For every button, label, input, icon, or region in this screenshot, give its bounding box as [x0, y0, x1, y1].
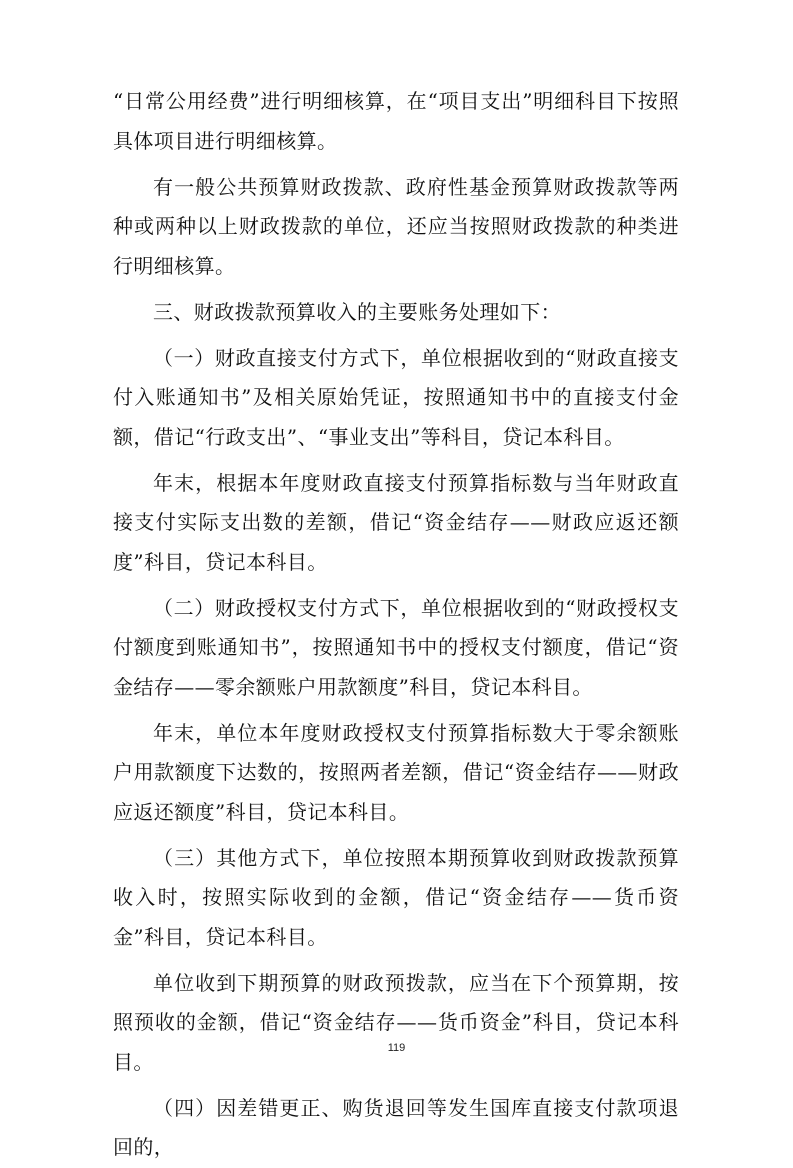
- paragraph-multiple-appropriations: 有一般公共预算财政拨款、政府性基金预算财政拨款等两种或两种以上财政拨款的单位，还应当按照财政拨款的种类进行明细核算。: [113, 174, 679, 278]
- paragraph-direct-payment: （一）财政直接支付方式下，单位根据收到的“财政直接支付入账通知书”及相关原始凭证，按照通知书中的直接支付金额，借记“行政支出”、“事业支出”等科目，贷记本科目。: [113, 345, 679, 449]
- paragraph-other-methods: （三）其他方式下，单位按照本期预算收到财政拨款预算收入时，按照实际收到的金额，借记“资金结存——货币资金”科目，贷记本科目。: [113, 845, 679, 949]
- section-heading-accounting-treatment: 三、财政拨款预算收入的主要账务处理如下：: [153, 299, 561, 324]
- paragraph-authorized-payment: （二）财政授权支付方式下，单位根据收到的“财政授权支付额度到账通知书”，按照通知书中的授权支付额度，借记“资金结存——零余额账户用款额度”科目，贷记本科目。: [113, 595, 679, 699]
- page-number: 119: [387, 1042, 406, 1054]
- paragraph-refund: （四）因差错更正、购货退回等发生国库直接支付款项退回的，: [113, 1095, 679, 1159]
- paragraph-advance-appropriation: 单位收到下期预算的财政预拨款，应当在下个预算期，按照预收的金额，借记“资金结存——货币资金”科目，贷记本科目。: [113, 970, 679, 1074]
- paragraph-authorized-payment-year-end: 年末，单位本年度财政授权支付预算指标数大于零余额账户用款额度下达数的，按照两者差额，借记“资金结存——财政应返还额度”科目，贷记本科目。: [113, 720, 679, 824]
- document-body: [113, 82, 679, 1168]
- paragraph-direct-payment-year-end: 年末，根据本年度财政直接支付预算指标数与当年财政直接支付实际支出数的差额，借记“资金结存——财政应返还额度”科目，贷记本科目。: [113, 470, 679, 574]
- paragraph-continuation: “日常公用经费”进行明细核算，在“项目支出”明细科目下按照具体项目进行明细核算。: [113, 89, 679, 153]
